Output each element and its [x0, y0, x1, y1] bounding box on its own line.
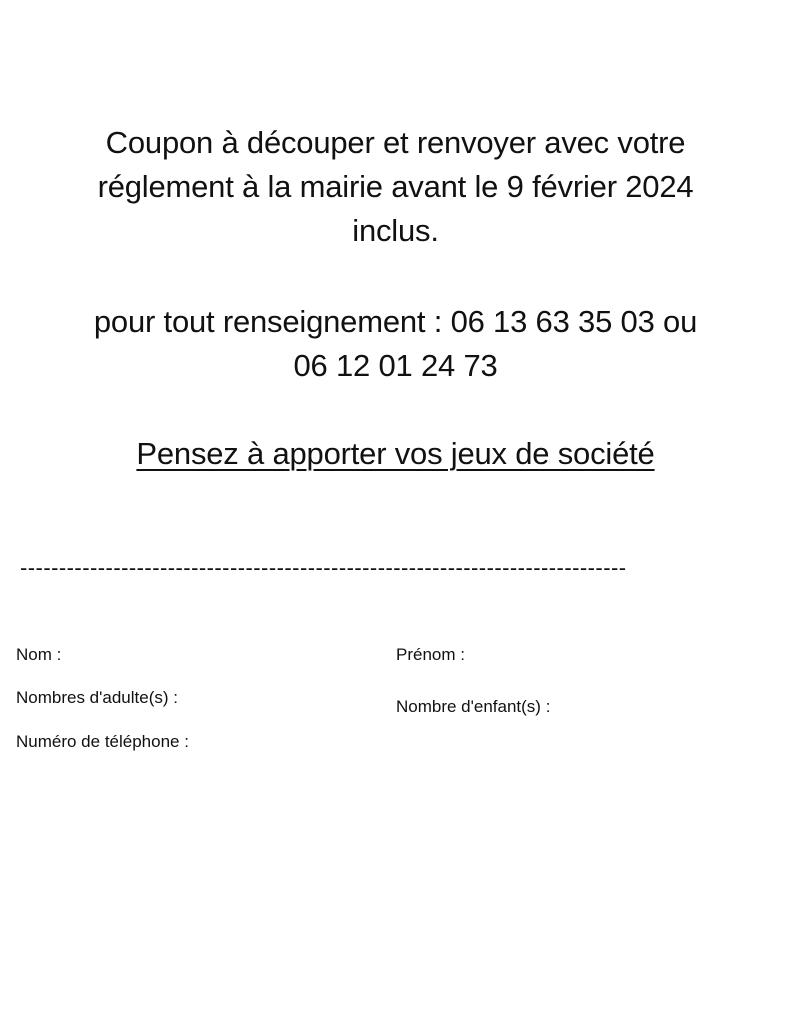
prenom-label: Prénom :: [396, 645, 465, 664]
adultes-label: Nombres d'adulte(s) :: [16, 688, 178, 707]
contact-line-2: 06 12 01 24 73: [293, 348, 498, 383]
enfants-label: Nombre d'enfant(s) :: [396, 697, 551, 716]
instructions-line-2: réglement à la mairie avant le 9 février 2024: [97, 169, 694, 204]
reminder-text: Pensez à apporter vos jeux de société: [136, 436, 655, 471]
instructions-line-1: Coupon à découper et renvoyer avec votre: [105, 125, 686, 160]
nom-label: Nom :: [16, 645, 62, 664]
instructions-line-3: inclus.: [352, 213, 439, 248]
contact-line-1: pour tout renseignement : 06 13 63 35 03 ou: [93, 304, 698, 339]
coupon-instructions: [40, 121, 751, 253]
board-games-reminder: [40, 432, 751, 476]
cut-here-dashed-line: ------------------------------------------------------------------------------: [20, 555, 627, 580]
contact-info: [40, 300, 751, 388]
telephone-label: Numéro de téléphone :: [16, 732, 189, 751]
